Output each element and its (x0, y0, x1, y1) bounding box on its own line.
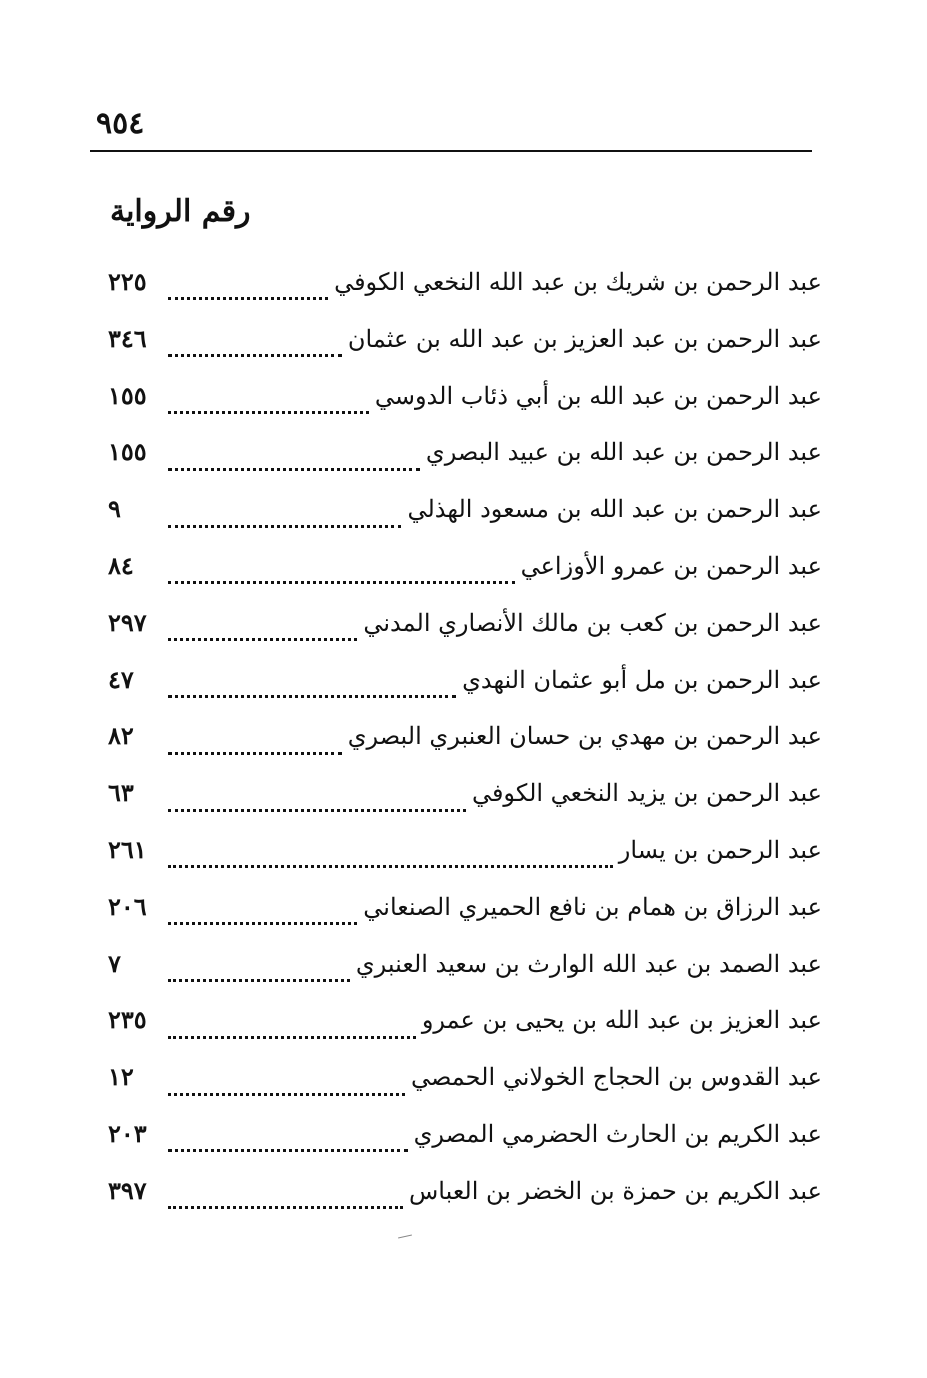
entry-name: عبد العزيز بن عبد الله بن يحيى بن عمرو (421, 1006, 822, 1035)
entry-number: ١٢ (108, 1062, 134, 1092)
dot-leader (168, 447, 420, 475)
page-number: ٩٥٤ (96, 106, 145, 141)
entry-name: عبد القدوس بن الحجاج الخولاني الحمصي (410, 1063, 822, 1092)
list-item (108, 489, 822, 546)
entry-name: عبد الرحمن بن عمرو الأوزاعي (520, 551, 822, 580)
entry-name: عبد الرحمن بن عبد الله بن أبي ذئاب الدوسي (374, 381, 822, 410)
list-item (108, 660, 822, 717)
entry-name: عبد الكريم بن الحارث الحضرمي المصري (413, 1119, 822, 1148)
entry-number: ٤٧ (108, 664, 134, 694)
entry-number: ١٥٥ (108, 380, 147, 410)
entry-number: ٢٢٥ (108, 267, 147, 296)
dot-leader (168, 1015, 416, 1043)
entry-number: ٦٣ (108, 778, 134, 808)
dot-leader (168, 1072, 405, 1100)
entry-name: عبد الكريم بن حمزة بن الخضر بن العباس (408, 1176, 822, 1205)
dot-leader (168, 504, 401, 532)
entry-number: ٧ (108, 948, 121, 978)
entry-number: ٣٩٧ (108, 1175, 147, 1205)
list-item (108, 944, 822, 1001)
entry-name: عبد الرحمن بن شريك بن عبد الله النخعي الكوفي (334, 268, 822, 296)
entry-number: ١٥٥ (108, 437, 147, 467)
dot-leader (168, 731, 342, 759)
entry-number: ٢٠٣ (108, 1118, 147, 1148)
list-item (108, 773, 822, 830)
column-title: رقم الرواية (110, 194, 251, 229)
list-item (108, 1171, 822, 1228)
dot-leader (168, 788, 466, 816)
list-item (108, 1114, 822, 1171)
entry-name: عبد الرحمن بن عبد العزيز بن عبد الله بن عثمان (347, 324, 822, 353)
header-rule (90, 150, 812, 152)
entry-number: ٨٤ (108, 550, 134, 580)
list-item (108, 432, 822, 489)
entry-number: ٣٤٦ (108, 323, 147, 353)
stray-mark (398, 1235, 412, 1239)
entry-name: عبد الصمد بن عبد الله الوارث بن سعيد العنبري (355, 949, 822, 978)
dot-leader (168, 844, 613, 872)
entry-name: عبد الرزاق بن همام بن نافع الحميري الصنعاني (363, 892, 822, 921)
dot-leader (168, 1185, 403, 1213)
list-item (108, 887, 822, 944)
entry-number: ٢٣٥ (108, 1005, 147, 1035)
entry-name: عبد الرحمن بن مهدي بن حسان العنبري البصري (347, 722, 822, 751)
dot-leader (168, 958, 350, 986)
list-item (108, 716, 822, 773)
entry-name: عبد الرحمن بن مل أبو عثمان النهدي (462, 665, 822, 694)
entry-number: ٩ (108, 494, 121, 524)
dot-leader (168, 674, 456, 702)
list-item (108, 603, 822, 660)
list-item (108, 546, 822, 603)
entry-name: عبد الرحمن بن كعب بن مالك الأنصاري المدني (363, 608, 822, 637)
list-item (108, 1000, 822, 1057)
dot-leader (168, 1128, 408, 1156)
entry-number: ٢٩٧ (108, 607, 147, 637)
entry-number: ٨٢ (108, 721, 134, 751)
entry-number: ٢٦١ (108, 834, 147, 864)
list-item (108, 376, 822, 433)
list-item (108, 319, 822, 376)
dot-leader (168, 276, 328, 304)
dot-leader (168, 333, 342, 361)
entry-number: ٢٠٦ (108, 891, 147, 921)
dot-leader (168, 617, 357, 645)
dot-leader (168, 560, 515, 588)
dot-leader (168, 901, 357, 929)
list-item (108, 1057, 822, 1114)
entry-name: عبد الرحمن بن عبد الله بن مسعود الهذلي (407, 495, 822, 524)
list-item (108, 262, 822, 319)
index-list (108, 262, 822, 1228)
list-item (108, 830, 822, 887)
dot-leader (168, 390, 369, 418)
entry-name: عبد الرحمن بن عبد الله بن عبيد البصري (425, 438, 822, 467)
entry-name: عبد الرحمن بن يزيد النخعي الكوفي (471, 779, 822, 808)
entry-name: عبد الرحمن بن يسار (618, 835, 822, 864)
